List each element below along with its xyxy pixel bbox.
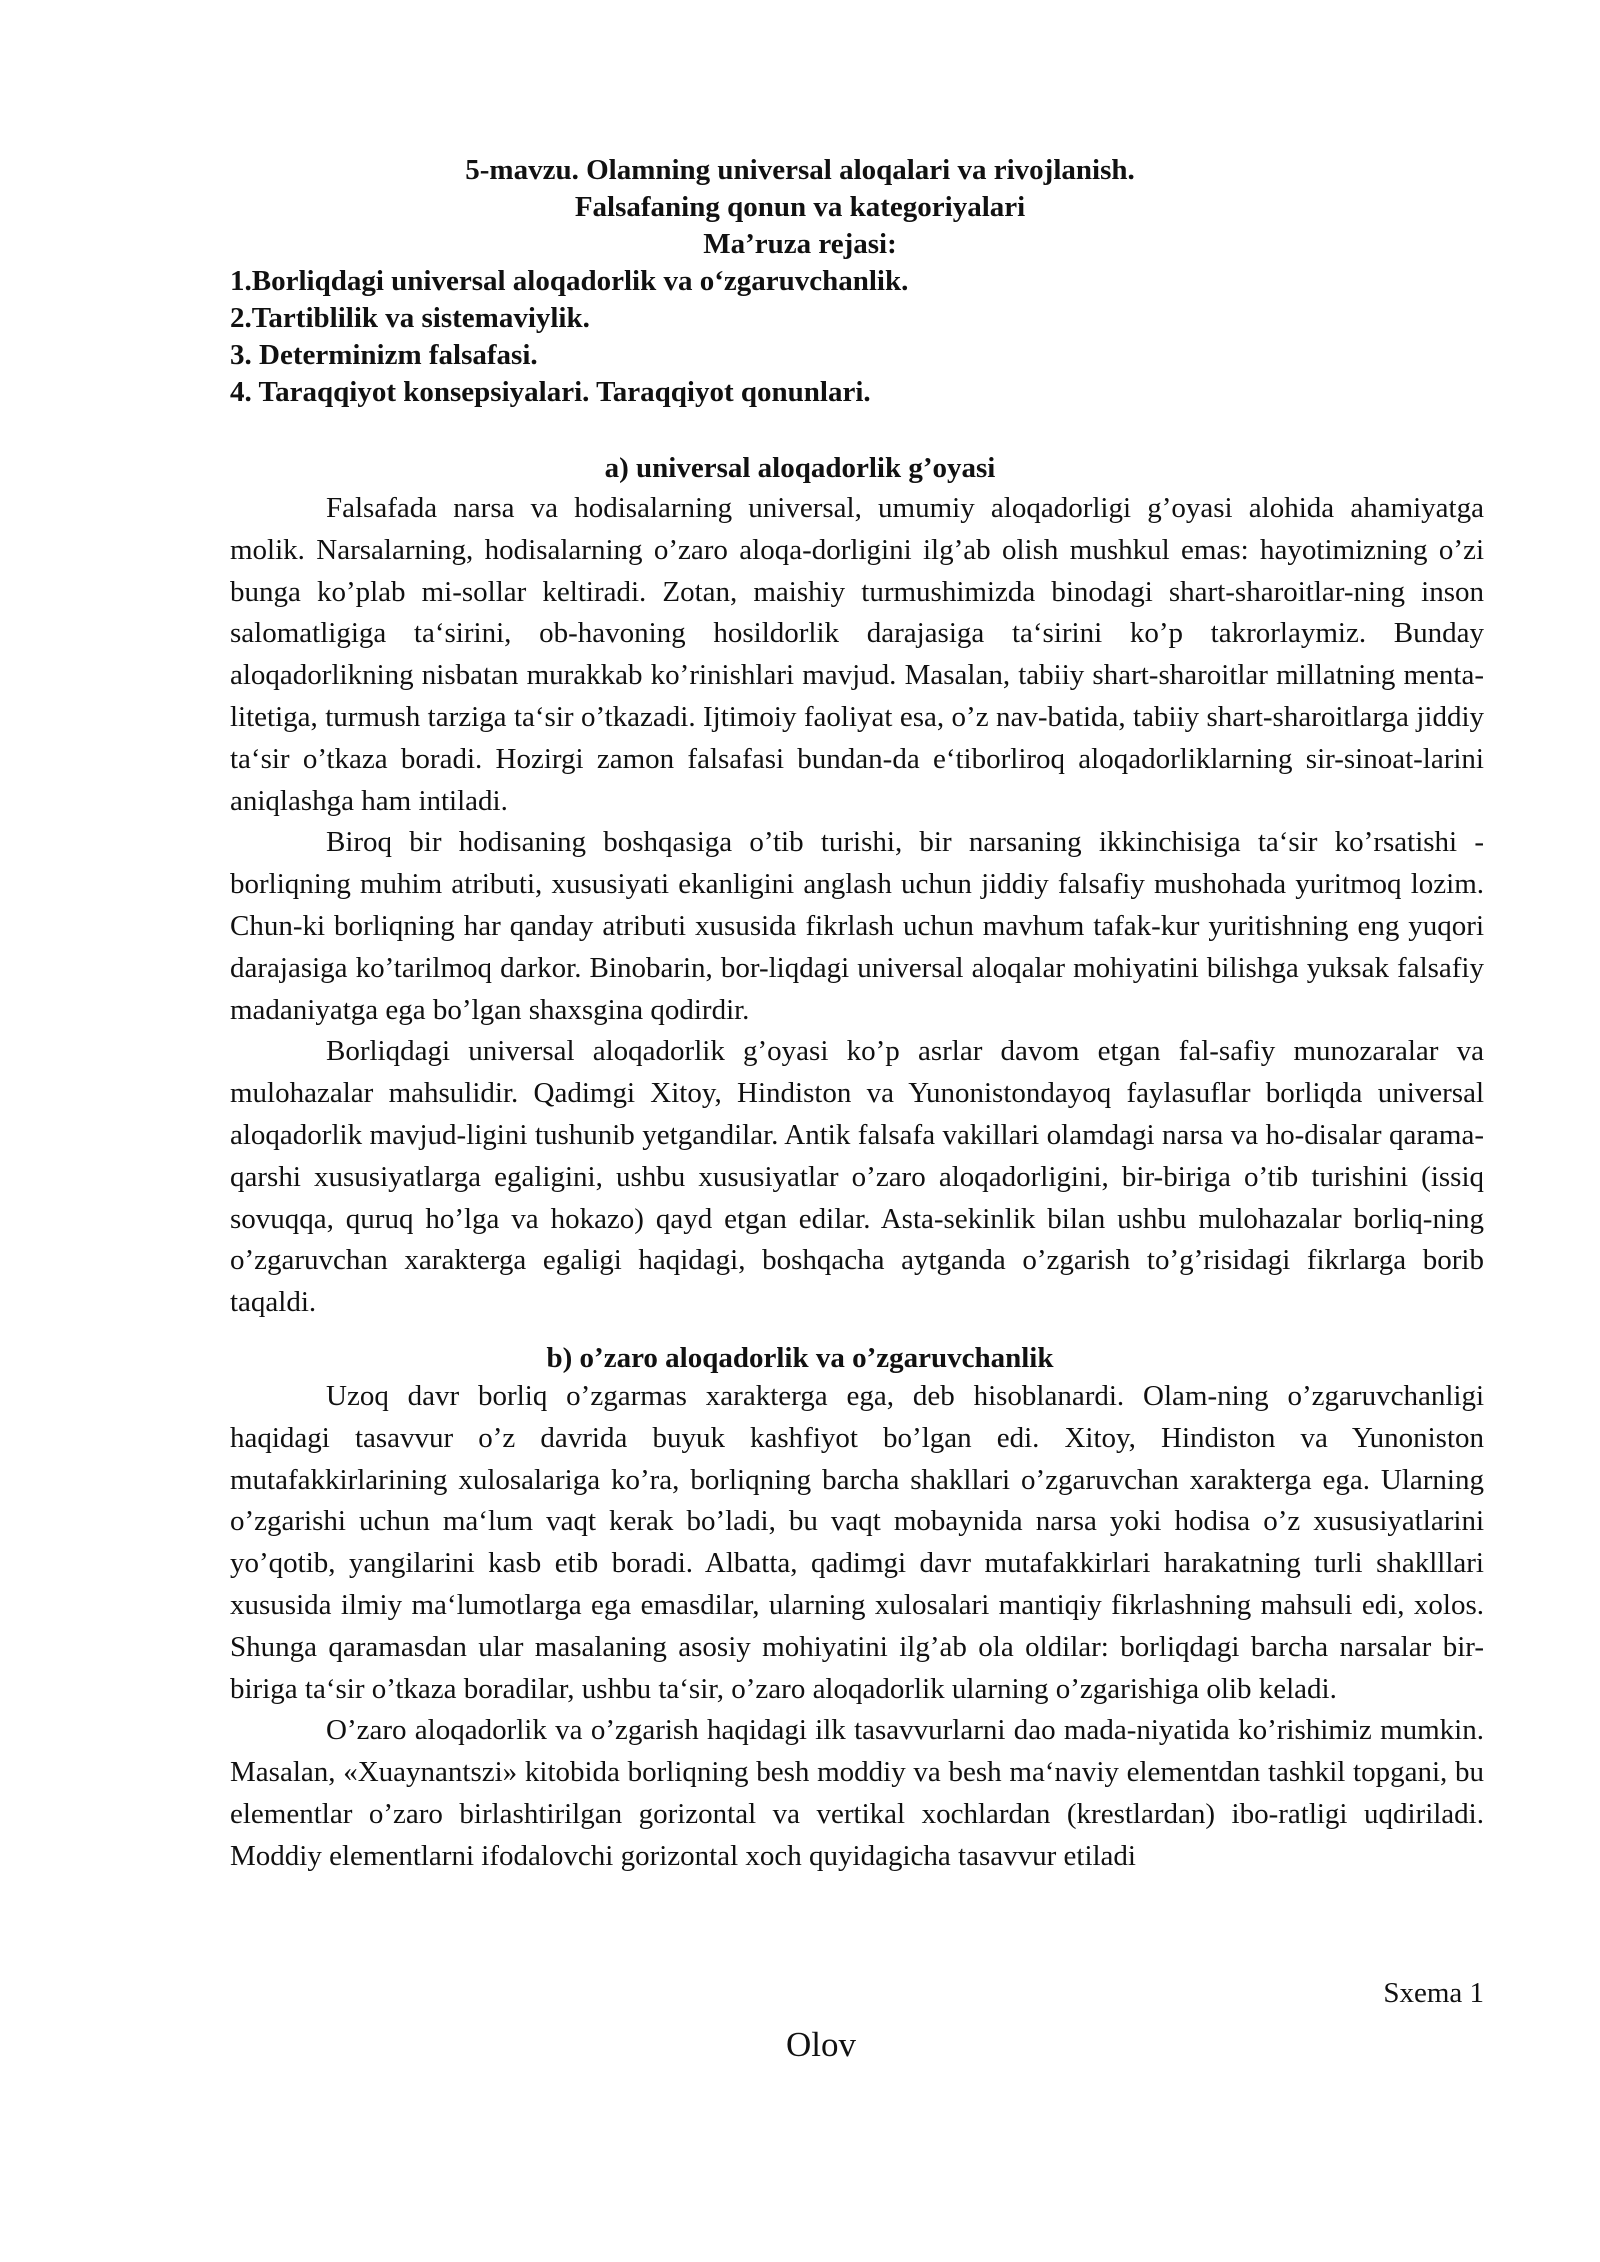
paragraph: Falsafada narsa va hodisalarning universal, umumiy aloqadorligi g’oyasi alohida ahamiyatga molik. Narsalarning, hodisalarning o’zaro aloqa-dorligini ilg’ab olish mushkul emas: hayotimizning o’zi bunga ko’plab mi-sollar keltiradi. Zotan, maishiy turmushimizda binodagi shart-sharoitlar-ning inson salomatligiga ta‘sirini, ob-havoning hosildorlik darajasiga ta‘sirini ko’p takrorlaymiz. Bunday aloqadorlikning nisbatan murakkab ko’rinishlari mavjud. Masalan, tabiiy shart-sharoitlar millatning menta-litetiga, turmush tarziga ta‘sir o’tkazadi. Ijtimoiy faoliyat esa, o’z nav-batida, tabiiy shart-sharoitlarga jiddiy ta‘sir o’tkaza boradi. Hozirgi zamon falsafasi bundan-da e‘tiborliroq aloqadorliklarning sir-sinoat-larini aniqlashga ham intiladi. <box>230 492 1484 817</box>
plan-item-1: 1.Borliqdagi universal aloqadorlik va o‘zgaruvchanlik. <box>230 265 909 297</box>
plan-item-3: 3. Determinizm falsafasi. <box>230 339 538 371</box>
title-line-2: Falsafaning qonun va kategoriyalari <box>574 191 1026 223</box>
section-a-heading: a) universal aloqadorlik g’oyasi <box>604 452 996 484</box>
schema-label: Sxema 1 <box>1383 1977 1484 2009</box>
section-b-heading: b) o’zaro aloqadorlik va o’zgaruvchanlik <box>546 1342 1054 1374</box>
plan-item-4: 4. Taraqqiyot konsepsiyalari. Taraqqiyot qonunlari. <box>230 376 871 408</box>
paragraph: O’zaro aloqadorlik va o’zgarish haqidagi ilk tasavvurlarni dao mada-niyatida ko’rishimiz mumkin. Masalan, «Xuaynantszi» kitobida borliqning besh moddiy va besh ma‘naviy elementdan tashkil topgani, bu elementlar o’zaro birlashtirilgan gorizontal va vertikal xochlardan (krestlardan) ibo-ratligi uqdiriladi. Moddiy elementlarni ifodalovchi gorizontal xoch quyidagicha tasavvur etiladi <box>230 1714 1484 1872</box>
title-line-1: 5-mavzu. Olamning universal aloqalari va rivojlanish. <box>465 154 1135 186</box>
section-a-body <box>230 488 1484 1324</box>
paragraph: Uzoq davr borliq o’zgarmas xarakterga ega, deb hisoblanardi. Olam-ning o’zgaruvchanligi haqidagi tasavvur o’z davrida buyuk kashfiyot bo’lgan edi. Xitoy, Hindiston va Yunoniston mutafakkirlarining xulosalariga ko’ra, borliqning barcha shakllari o’zgaruvchan xarakterga ega. Ularning o’zgarishi uchun ma‘lum vaqt kerak bo’ladi, bu vaqt mobaynida narsa yoki hodisa o’z xususiyatlarini yo’qotib, yangilarini kasb etib boradi. Albatta, qadimgi davr mutafakkirlari harakatning turli shaklllari xususida ilmiy ma‘lumotlarga ega emasdilar, ularning xulosalari mantiqiy fikrlashning mahsuli edi, xolos. Shunga qaramasdan ular masalaning asosiy mohiyatini ilg’ab ola oldilar: borliqdagi barcha narsalar bir-biriga ta‘sir o’tkaza boradilar, ushbu ta‘sir, o’zaro aloqadorlik ularning o’zgarishiga olib keladi. <box>230 1380 1484 1705</box>
paragraph: Biroq bir hodisaning boshqasiga o’tib turishi, bir narsaning ikkinchisiga ta‘sir ko’rsatishi - borliqning muhim atributi, xususiyati ekanligini anglash uchun jiddiy falsafiy mushohada yuritmoq lozim. Chun-ki borliqning har qanday atributi xususida fikrlash uchun mavhum tafak-kur yuritishning eng yuqori darajasiga ko’tarilmoq darkor. Binobarin, bor-liqdagi universal aloqalar mohiyatini bilishga yuksak falsafiy madaniyatga ega bo’lgan shaxsgina qodirdir. <box>230 826 1484 1026</box>
section-b-body <box>230 1376 1484 1878</box>
schema-element-fire: Olov <box>786 2025 856 2064</box>
plan-heading: Ma’ruza rejasi: <box>703 228 897 260</box>
paragraph: Borliqdagi universal aloqadorlik g’oyasi ko’p asrlar davom etgan fal-safiy munozaralar va mulohazalar mahsulidir. Qadimgi Xitoy, Hindiston va Yunonistondayoq faylasuflar borliqda universal aloqadorlik mavjud-ligini tushunib yetgandilar. Antik falsafa vakillari olamdagi narsa va ho-disalar qarama-qarshi xususiyatlarga egaligini, ushbu xususiyatlar o’zaro aloqadorligini, bir-biriga o’tib turishini (issiq sovuqqa, quruq ho’lga va hokazo) qayd etgan edilar. Asta-sekinlik bilan ushbu mulohazalar borliq-ning o’zgaruvchan xarakterga egaligi haqidagi, boshqacha aytganda o’zgarish to’g’risidagi fikrlarga borib taqaldi. <box>230 1035 1484 1319</box>
plan-item-2: 2.Tartiblilik va sistemaviylik. <box>230 302 590 334</box>
